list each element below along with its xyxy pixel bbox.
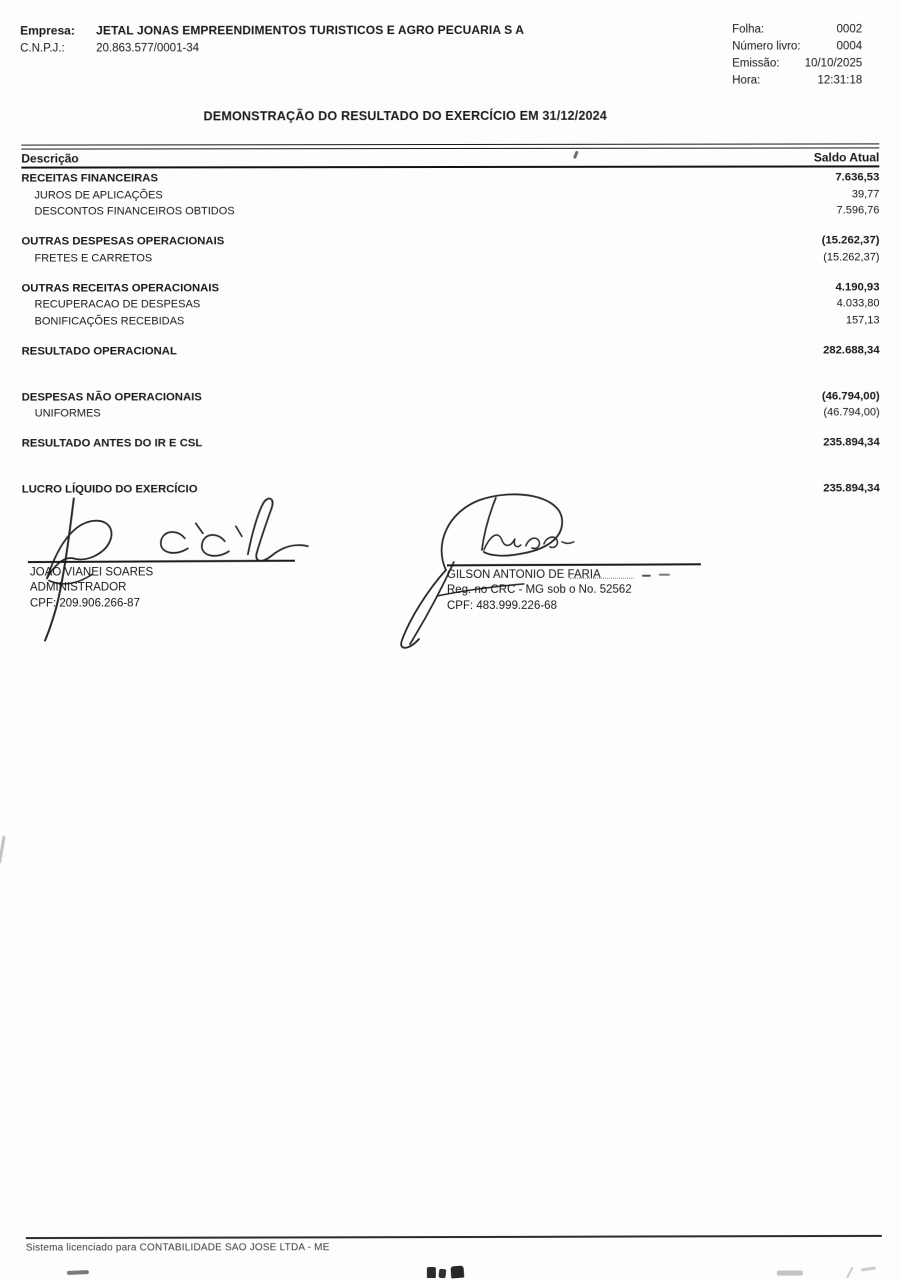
- row-balance: 39,77: [851, 188, 880, 201]
- statement-section: [21, 169, 879, 220]
- scan-artifact: [427, 1267, 436, 1278]
- hora-value: 12:31:18: [817, 74, 863, 87]
- numero-livro-value: 0004: [836, 40, 863, 53]
- info-row-hora: [732, 72, 862, 89]
- company-label: Empresa:: [20, 23, 75, 38]
- row-description: DESCONTOS FINANCEIROS OBTIDOS: [34, 205, 235, 218]
- row-balance: 4.190,93: [835, 281, 880, 294]
- table-row: [22, 295, 880, 313]
- scan-artifact: [450, 1266, 464, 1279]
- row-description: RESULTADO OPERACIONAL: [21, 345, 177, 358]
- row-balance: 7.636,53: [835, 171, 880, 184]
- column-header-saldo-atual: Saldo Atual: [813, 150, 880, 165]
- row-balance: 235.894,34: [823, 482, 880, 495]
- row-description: FRETES E CARRETOS: [34, 252, 153, 265]
- row-description: BONIFICAÇÕES RECEBIDAS: [34, 314, 185, 328]
- cnpj-label: C.N.P.J.:: [20, 42, 65, 55]
- row-balance: (46.794,00): [821, 390, 880, 403]
- table-row: [21, 186, 879, 204]
- scan-artifact: [438, 1269, 446, 1279]
- row-description: RESULTADO ANTES DO IR E CSL: [21, 437, 203, 450]
- row-balance: 235.894,34: [823, 436, 880, 449]
- row-balance: (46.794,00): [823, 406, 880, 419]
- table-row: [22, 388, 880, 406]
- table-row: [22, 312, 880, 330]
- scan-artifact: [67, 1270, 89, 1275]
- row-description: DESPESAS NÃO OPERACIONAIS: [21, 390, 202, 404]
- row-description: OUTRAS RECEITAS OPERACIONAIS: [21, 281, 220, 295]
- row-balance: 282.688,34: [823, 344, 880, 357]
- info-row-livro: [732, 38, 862, 55]
- folha-label: Folha:: [732, 23, 765, 36]
- row-description: UNIFORMES: [34, 407, 101, 420]
- signer-left-role: ADMINISTRADOR: [29, 581, 127, 594]
- row-description: OUTRAS DESPESAS OPERACIONAIS: [21, 235, 225, 248]
- table-row: [22, 404, 880, 422]
- info-row-emissao: [732, 55, 862, 72]
- cnpj-value: 20.863.577/0001-34: [96, 42, 200, 55]
- info-row-folha: [732, 21, 862, 38]
- row-description: JUROS DE APLICAÇÕES: [34, 189, 163, 202]
- scan-artifact: [659, 574, 670, 576]
- table-top-rule-1: [21, 143, 879, 145]
- scan-artifact: [0, 836, 5, 864]
- page-title: DEMONSTRAÇÃO DO RESULTADO DO EXERCÍCIO EM 31/12/2024: [203, 108, 607, 124]
- table-row: [21, 232, 879, 250]
- table-row: [21, 249, 879, 267]
- statement-section: [22, 434, 880, 452]
- table-row: [21, 169, 879, 187]
- row-description: RECUPERACAO DE DESPESAS: [34, 298, 201, 311]
- footer-rule: [26, 1235, 882, 1239]
- row-balance: (15.262,37): [821, 234, 880, 247]
- signer-right-cpf: CPF: 483.999.226-68: [446, 599, 557, 612]
- emissao-label: Emissão:: [732, 57, 780, 70]
- table-header-row: [21, 149, 879, 167]
- signer-left-block: [30, 565, 153, 611]
- table-row: [22, 434, 880, 452]
- statement-section: [22, 342, 880, 360]
- row-balance: 7.596,76: [836, 204, 880, 217]
- hora-label: Hora:: [732, 74, 761, 87]
- company-name: JETAL JONAS EMPREENDIMENTOS TURISTICOS E AGRO PECUARIA S A: [96, 22, 525, 38]
- row-description: RECEITAS FINANCEIRAS: [21, 172, 158, 185]
- dotted-line-after-name: [570, 571, 634, 579]
- row-balance: (15.262,37): [823, 251, 880, 264]
- statement-table: [21, 139, 879, 498]
- scan-artifact: [861, 1266, 876, 1271]
- table-row: [22, 342, 880, 360]
- signer-left-name: JOAO VIANEI SOARES: [29, 566, 154, 579]
- scan-artifact: [846, 1267, 853, 1279]
- table-row: [21, 279, 879, 297]
- row-description: LUCRO LÍQUIDO DO EXERCÍCIO: [21, 483, 198, 496]
- column-header-descricao: Descrição: [21, 151, 79, 166]
- emissao-value: 10/10/2025: [804, 57, 863, 70]
- statement-rows: [21, 169, 879, 498]
- signer-right-crc: Reg. no CRC - MG sob o No. 52562: [446, 584, 632, 597]
- folha-value: 0002: [836, 23, 863, 36]
- statement-section: [21, 232, 879, 266]
- footer-license-text: Sistema licenciado para CONTABILIDADE SAO JOSE LTDA - ME: [25, 1242, 330, 1254]
- numero-livro-label: Número livro:: [732, 40, 801, 53]
- scan-artifact: [642, 575, 651, 577]
- row-balance: 157,13: [845, 314, 880, 327]
- signer-right-name: GILSON ANTONIO DE FARIA: [446, 568, 601, 582]
- row-balance: 4.033,80: [836, 297, 880, 310]
- table-header-underline: [21, 166, 879, 169]
- table-row: [21, 202, 879, 220]
- statement-section: [22, 388, 880, 422]
- statement-section: [21, 279, 879, 330]
- scan-artifact: [777, 1271, 803, 1276]
- signer-left-cpf: CPF: 209.906.266-87: [29, 597, 140, 610]
- page-info-block: [732, 21, 862, 89]
